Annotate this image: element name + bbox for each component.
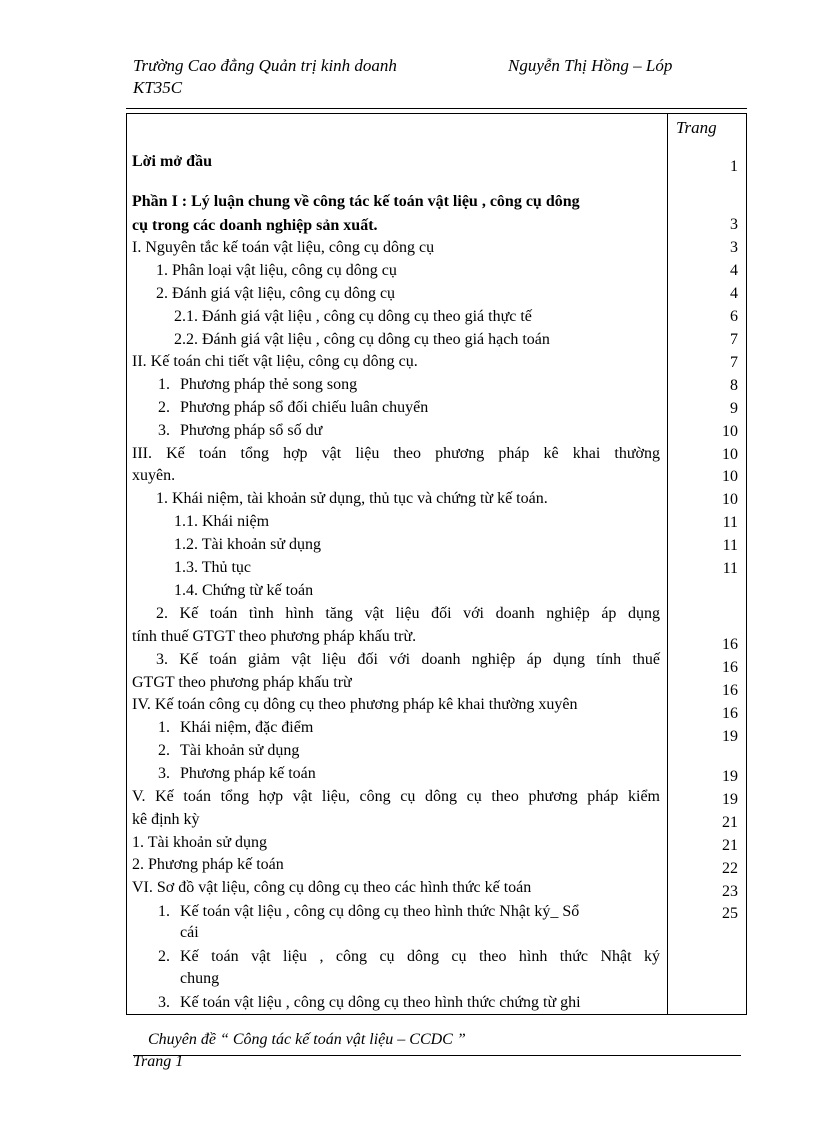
toc-item: tính thuế GTGT theo phương pháp khấu trừ. <box>132 628 417 645</box>
footer-rule <box>133 1055 741 1056</box>
toc-item: 2. Tài khoản sử dụng <box>158 742 300 759</box>
toc-item-cont: cái <box>180 924 199 941</box>
toc-item: 1. Kế toán vật liệu , công cụ dông cụ theo hình thức Nhật ký_ Sổ <box>158 903 580 920</box>
toc-page-number: 4 <box>730 262 738 279</box>
header-rule <box>126 108 747 109</box>
toc-item: 3. Kế toán giảm vật liệu đối với doanh nghiệp áp dụng tính thuế <box>156 651 660 668</box>
toc-item: 1.4. Chứng từ kế toán <box>174 582 314 599</box>
toc-item: 2.2. Đánh giá vật liệu , công cụ dông cụ theo giá hạch toán <box>174 331 550 348</box>
toc-page-number: 16 <box>722 636 738 653</box>
footer-page: Trang 1 <box>133 1053 184 1070</box>
toc-item: 1. Phương pháp thẻ song song <box>158 376 358 393</box>
toc-page-number: 21 <box>722 837 738 854</box>
toc-page-number: 23 <box>722 883 738 900</box>
toc-item: 2. Kế toán vật liệu , công cụ dông cụ theo hình thức Nhật ký <box>158 948 660 965</box>
toc-part1-line1: Phần I : Lý luận chung về công tác kế toán vật liệu , công cụ dông <box>132 193 580 210</box>
toc-item: GTGT theo phương pháp khấu trừ <box>132 674 352 691</box>
toc-page-number: 3 <box>730 216 738 233</box>
header-author: Nguyễn Thị Hồng – Lóp <box>508 56 673 75</box>
toc-page-number: 11 <box>722 560 738 577</box>
toc-page-number: 21 <box>722 814 738 831</box>
toc-page-number: 6 <box>730 308 738 325</box>
toc-preface: Lời mở đầu <box>132 153 212 170</box>
toc-page-number: 10 <box>722 491 738 508</box>
toc-item: 2. Đánh giá vật liệu, công cụ dông cụ <box>156 285 396 302</box>
toc-page-number: 19 <box>722 768 738 785</box>
toc-item: 2. Kế toán tình hình tăng vật liệu đối với doanh nghiệp áp dụng <box>156 605 660 622</box>
column-divider <box>667 113 668 1015</box>
toc-page-number: 11 <box>722 514 738 531</box>
toc-page-number: 16 <box>722 682 738 699</box>
toc-item: 3. Phương pháp sổ số dư <box>158 422 323 439</box>
toc-section-3-line1: III. Kế toán tổng hợp vật liệu theo phương pháp kê khai thường <box>132 445 660 462</box>
toc-preface-page: 1 <box>730 158 738 175</box>
page-column-header: Trang <box>676 118 717 137</box>
toc-page-number: 7 <box>730 354 738 371</box>
toc-page-number: 10 <box>722 446 738 463</box>
footer-title: Chuyên đề “ Công tác kế toán vật liệu – CCDC ” <box>148 1031 466 1048</box>
toc-page-number: 4 <box>730 285 738 302</box>
toc-page-number: 19 <box>722 728 738 745</box>
toc-item: 3. Kế toán vật liệu , công cụ dông cụ theo hình thức chứng từ ghi <box>158 994 581 1011</box>
toc-page-number: 10 <box>722 468 738 485</box>
toc-page-number: 9 <box>730 400 738 417</box>
toc-item: 2.1. Đánh giá vật liệu , công cụ dông cụ theo giá thực tế <box>174 308 532 325</box>
toc-item: 1. Tài khoản sử dụng <box>132 834 268 851</box>
toc-item: 2. Phương pháp kế toán <box>132 856 284 873</box>
toc-page-number: 19 <box>722 791 738 808</box>
toc-section-3-line2: xuyên. <box>132 467 176 484</box>
toc-page-number: 7 <box>730 331 738 348</box>
toc-page-number: 8 <box>730 377 738 394</box>
toc-page-number: 25 <box>722 905 738 922</box>
toc-section-2: II. Kế toán chi tiết vật liệu, công cụ dông cụ. <box>132 353 418 370</box>
toc-item: 1.3. Thủ tục <box>174 559 252 576</box>
toc-item: 1. Khái niệm, đặc điểm <box>158 719 314 736</box>
toc-section-5-line1: V. Kế toán tổng hợp vật liệu, công cụ dông cụ theo phương pháp kiểm <box>132 788 660 805</box>
toc-page-number: 16 <box>722 659 738 676</box>
toc-section-6: VI. Sơ đồ vật liệu, công cụ dông cụ theo các hình thức kế toán <box>132 879 532 896</box>
toc-item: 1. Phân loại vật liệu, công cụ dông cụ <box>156 262 397 279</box>
toc-page-number: 11 <box>722 537 738 554</box>
toc-part1-line2: cụ trong các doanh nghiệp sản xuất. <box>132 217 378 234</box>
toc-page-number: 3 <box>730 239 738 256</box>
toc-section-4: IV. Kế toán công cụ dông cụ theo phương pháp kê khai thường xuyên <box>132 696 578 713</box>
toc-item: 3. Phương pháp kế toán <box>158 765 316 782</box>
toc-item-cont: chung <box>180 970 220 987</box>
header-school: Trường Cao đẳng Quản trị kinh doanh <box>133 56 397 75</box>
toc-page-number: 22 <box>722 860 738 877</box>
toc-section-1: I. Nguyên tắc kế toán vật liệu, công cụ dông cụ <box>132 239 435 256</box>
toc-item: 1.1. Khái niệm <box>174 513 270 530</box>
toc-item: 2. Phương pháp sổ đối chiếu luân chuyển <box>158 399 429 416</box>
toc-item: 1. Khái niệm, tài khoản sử dụng, thủ tục và chứng từ kế toán. <box>156 490 548 507</box>
toc-page-number: 10 <box>722 423 738 440</box>
toc-item: 1.2. Tài khoản sử dụng <box>174 536 322 553</box>
toc-section-5-line2: kê định kỳ <box>132 811 200 828</box>
toc-page-number: 16 <box>722 705 738 722</box>
header-class: KT35C <box>133 78 183 97</box>
